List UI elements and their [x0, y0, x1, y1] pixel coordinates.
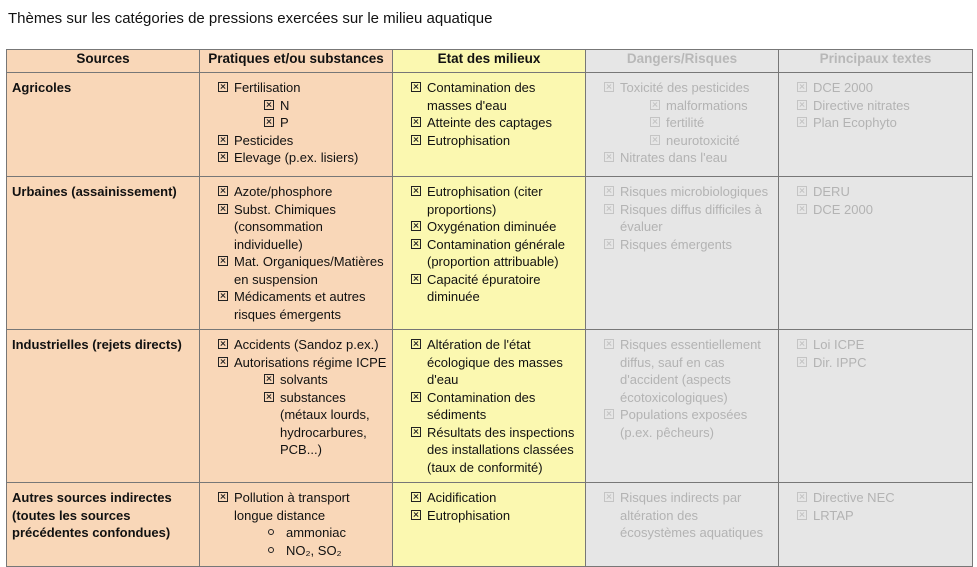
etat-cell	[393, 177, 586, 330]
checked-box-icon	[411, 239, 421, 249]
item-text: Contamination des masses d'eau	[427, 80, 536, 113]
list-item	[604, 183, 774, 201]
document-title: Thèmes sur les catégories de pressions exercées sur le milieu aquatique	[8, 10, 493, 27]
textes-cell	[779, 177, 973, 330]
item-text: Eutrophisation	[427, 507, 511, 523]
item-text: Contamination des sédiments	[427, 389, 536, 422]
item-text: Toxicité des pesticides	[620, 80, 750, 95]
item-text: Mat. Organiques/Matières en suspension	[234, 254, 384, 287]
table-row	[7, 177, 973, 330]
list-item	[218, 201, 388, 254]
item-text: neurotoxicité	[666, 132, 740, 148]
checked-box-icon	[218, 152, 228, 162]
list-item	[411, 132, 581, 150]
checked-box-icon	[218, 291, 228, 301]
bullet-circle-icon	[268, 547, 274, 553]
header-pratiques: Pratiques et/ou substances	[200, 50, 393, 73]
header-row	[7, 50, 973, 73]
list-item	[218, 149, 388, 167]
list-item	[797, 79, 968, 97]
checked-box-icon	[411, 492, 421, 502]
item-text: Risques émergents	[620, 236, 732, 252]
list-item	[264, 389, 388, 459]
list-item	[218, 336, 388, 354]
checked-box-icon	[264, 392, 274, 402]
checked-box-icon	[604, 204, 614, 214]
list-item	[264, 542, 388, 560]
item-text: ammoniac	[286, 525, 346, 540]
checked-box-icon	[218, 492, 228, 502]
item-text: Subst. Chimiques (consommation individuelle)	[234, 201, 336, 252]
dangers-cell	[586, 483, 779, 567]
item-text: Directive nitrates	[813, 97, 910, 113]
item-text: Capacité épuratoire diminuée	[427, 271, 541, 304]
item-text: Dir. IPPC	[813, 354, 867, 370]
item-text: solvants	[280, 372, 328, 387]
item-text: N	[280, 97, 290, 113]
list-item	[604, 236, 774, 254]
checked-box-icon	[797, 82, 807, 92]
checked-box-icon	[604, 152, 614, 162]
checked-box-icon	[604, 186, 614, 196]
list-item	[411, 114, 581, 132]
checked-box-icon	[650, 135, 660, 145]
list-item	[264, 371, 388, 389]
list-item	[218, 132, 388, 150]
item-text: Elevage (p.ex. lisiers)	[234, 150, 359, 165]
item-text: Risques essentiellement diffus, sauf en cas d'accident (aspects écotoxicologiques)	[620, 337, 761, 405]
list-item	[411, 236, 581, 271]
list-item	[797, 114, 968, 132]
bullet-circle-icon	[268, 529, 274, 535]
checked-box-icon	[218, 186, 228, 196]
item-text: Contamination générale (proportion attribuable)	[427, 236, 566, 269]
checked-box-icon	[411, 427, 421, 437]
item-text: P	[280, 115, 289, 130]
item-text: Altération de l'état écologique des masses d'eau	[427, 337, 563, 387]
table-row	[7, 483, 973, 567]
item-text: Accidents (Sandoz p.ex.)	[234, 337, 379, 352]
etat-cell	[393, 330, 586, 483]
checked-box-icon	[797, 492, 807, 502]
list-item	[218, 253, 388, 288]
item-text: substances (métaux lourds, hydrocarbures, PCB...)	[280, 389, 370, 457]
checked-box-icon	[797, 204, 807, 214]
table-row	[7, 73, 973, 177]
source-cell: Industrielles (rejets directs)	[7, 330, 200, 483]
list-item	[411, 79, 581, 114]
item-text: Fertilisation	[234, 80, 301, 95]
list-item	[218, 489, 388, 524]
item-text: Risques microbiologiques	[620, 184, 769, 199]
item-text: NO₂, SO₂	[286, 542, 342, 558]
list-item	[264, 524, 388, 542]
pressions-table	[6, 49, 973, 567]
checked-box-icon	[264, 374, 274, 384]
item-text: Azote/phosphore	[234, 184, 333, 199]
list-item	[218, 79, 388, 97]
list-item	[604, 406, 774, 441]
list-item	[650, 114, 774, 132]
item-text: LRTAP	[813, 507, 854, 523]
list-item	[411, 489, 581, 507]
checked-box-icon	[411, 339, 421, 349]
checked-box-icon	[797, 117, 807, 127]
textes-cell	[779, 330, 973, 483]
list-item	[218, 183, 388, 201]
checked-box-icon	[604, 409, 614, 419]
checked-box-icon	[797, 100, 807, 110]
checked-box-icon	[411, 82, 421, 92]
dangers-cell	[586, 73, 779, 177]
list-item	[604, 201, 774, 236]
list-item	[411, 183, 581, 218]
checked-box-icon	[411, 135, 421, 145]
list-item	[797, 97, 968, 115]
item-text: Atteinte des captages	[427, 115, 553, 130]
item-text: Autorisations régime ICPE	[234, 354, 387, 370]
textes-cell	[779, 73, 973, 177]
source-cell: Agricoles	[7, 73, 200, 177]
checked-box-icon	[604, 82, 614, 92]
item-text: DCE 2000	[813, 80, 873, 95]
list-item	[604, 149, 774, 167]
checked-box-icon	[411, 274, 421, 284]
checked-box-icon	[264, 117, 274, 127]
item-text: DERU	[813, 184, 850, 199]
checked-box-icon	[797, 339, 807, 349]
checked-box-icon	[604, 339, 614, 349]
item-text: Loi ICPE	[813, 337, 865, 352]
checked-box-icon	[650, 100, 660, 110]
item-text: fertilité	[666, 115, 705, 130]
dangers-cell	[586, 177, 779, 330]
item-text: Oxygénation diminuée	[427, 219, 557, 234]
list-item	[604, 336, 774, 406]
header-etat: Etat des milieux	[393, 50, 586, 73]
item-text: Populations exposées (p.ex. pêcheurs)	[620, 407, 748, 440]
checked-box-icon	[218, 82, 228, 92]
list-item	[411, 389, 581, 424]
list-item	[604, 79, 774, 97]
checked-box-icon	[218, 135, 228, 145]
pratiques-cell	[200, 483, 393, 567]
list-item	[797, 489, 968, 507]
item-text: Pollution à transport longue distance	[234, 490, 350, 523]
list-item	[411, 271, 581, 306]
item-text: Eutrophisation (citer proportions)	[427, 184, 543, 217]
list-item	[411, 336, 581, 389]
list-item	[411, 424, 581, 477]
checked-box-icon	[218, 256, 228, 266]
checked-box-icon	[218, 204, 228, 214]
textes-cell	[779, 483, 973, 567]
list-item	[411, 218, 581, 236]
item-text: Acidification	[427, 490, 497, 505]
item-text: Médicaments et autres risques émergents	[234, 289, 366, 322]
checked-box-icon	[411, 510, 421, 520]
item-text: Nitrates dans l'eau	[620, 150, 728, 165]
item-text: malformations	[666, 97, 748, 113]
list-item	[797, 336, 968, 354]
checked-box-icon	[650, 117, 660, 127]
item-text: Résultats des inspections des installations classées (taux de conformité)	[427, 424, 575, 475]
list-item	[218, 354, 388, 372]
item-text: Pesticides	[234, 132, 294, 148]
checked-box-icon	[411, 117, 421, 127]
item-text: Plan Ecophyto	[813, 115, 897, 130]
item-text: Risques diffus difficiles à évaluer	[620, 201, 762, 234]
header-textes: Principaux textes	[779, 50, 973, 73]
item-text: Risques indirects par altération des écosystèmes aquatiques	[620, 490, 764, 540]
checked-box-icon	[604, 239, 614, 249]
checked-box-icon	[797, 357, 807, 367]
pratiques-cell	[200, 73, 393, 177]
header-dangers: Dangers/Risques	[586, 50, 779, 73]
list-item	[604, 489, 774, 542]
list-item	[797, 354, 968, 372]
item-text: Eutrophisation	[427, 132, 511, 148]
checked-box-icon	[264, 100, 274, 110]
list-item	[797, 507, 968, 525]
source-cell: Urbaines (assainissement)	[7, 177, 200, 330]
list-item	[264, 97, 388, 115]
header-sources: Sources	[7, 50, 200, 73]
list-item	[411, 507, 581, 525]
checked-box-icon	[411, 392, 421, 402]
table-row	[7, 330, 973, 483]
list-item	[650, 97, 774, 115]
checked-box-icon	[218, 339, 228, 349]
checked-box-icon	[797, 510, 807, 520]
etat-cell	[393, 483, 586, 567]
checked-box-icon	[411, 186, 421, 196]
item-text: DCE 2000	[813, 201, 873, 217]
list-item	[218, 288, 388, 323]
pratiques-cell	[200, 177, 393, 330]
checked-box-icon	[797, 186, 807, 196]
list-item	[264, 114, 388, 132]
checked-box-icon	[411, 221, 421, 231]
list-item	[797, 201, 968, 219]
etat-cell	[393, 73, 586, 177]
item-text: Directive NEC	[813, 490, 895, 505]
checked-box-icon	[218, 357, 228, 367]
list-item	[797, 183, 968, 201]
list-item	[650, 132, 774, 150]
source-cell: Autres sources indirectes (toutes les sources précédentes confondues)	[7, 483, 200, 567]
pratiques-cell	[200, 330, 393, 483]
checked-box-icon	[604, 492, 614, 502]
dangers-cell	[586, 330, 779, 483]
